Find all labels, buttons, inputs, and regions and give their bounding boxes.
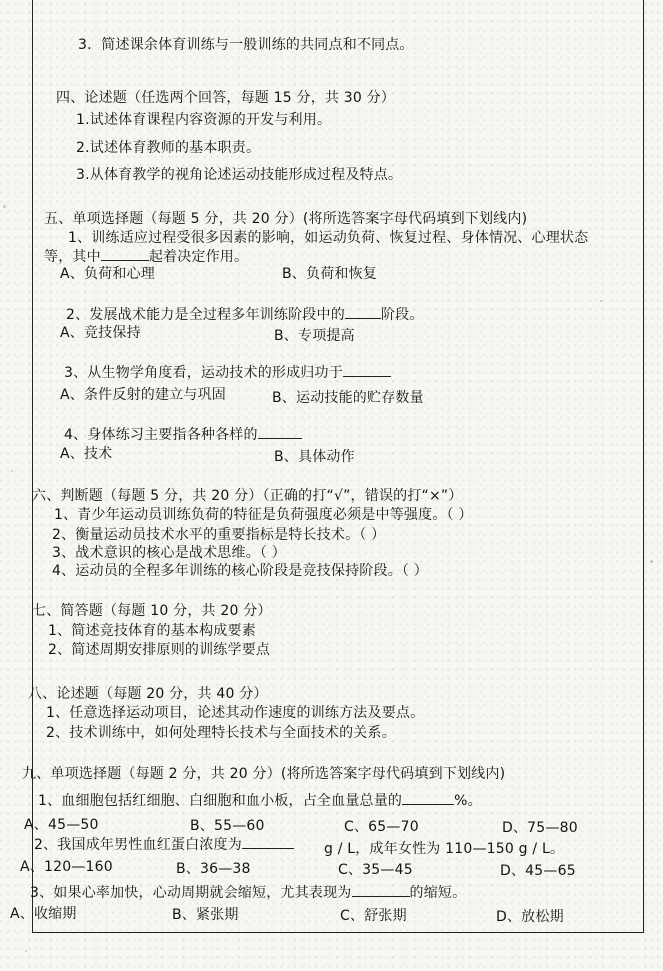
- scan-speck: [650, 560, 653, 563]
- answer-blank[interactable]: [101, 248, 149, 261]
- option-d: D、45—65: [500, 863, 576, 879]
- section-heading: 六、判断题（每题 5 分，共 20 分）（正确的打“√”，错误的打“×”）: [32, 488, 463, 504]
- option-a: A、负荷和心理: [60, 266, 155, 282]
- question-text: [66, 306, 424, 324]
- question-text: 2、技术训练中，如何处理特长技术与全面技术的关系。: [46, 725, 396, 741]
- question-text: 3．简述课余体育训练与一般训练的共同点和不同点。: [78, 37, 414, 53]
- question-text: 2、衡量运动员技术水平的重要指标是特长技术。（ ）: [52, 527, 386, 543]
- section-heading: 四、论述题（任选两个回答，每题 15 分，共 30 分）: [56, 90, 396, 106]
- section-heading: 五、单项选择题（每题 5 分，共 20 分）(将所选答案字母代码填到下划线内): [44, 211, 528, 227]
- option-a: A、收缩期: [10, 906, 77, 922]
- option-a: A、条件反射的建立与巩固: [60, 387, 226, 403]
- question-text: 1、青少年运动员训练负荷的特征是负荷强度必须是中等强度。（ ）: [54, 507, 473, 523]
- option-c: C、65—70: [344, 819, 419, 835]
- question-text-part: 阶段。: [380, 307, 424, 323]
- question-text: 3.从体育教学的视角论述运动技能形成过程及特点。: [76, 167, 403, 183]
- option-b: B、负荷和恢复: [282, 266, 378, 282]
- question-text: 1、任意选择运动项目，论述其动作速度的训练方法及要点。: [46, 705, 425, 721]
- option-b: B、运动技能的贮存数量: [272, 390, 424, 406]
- option-b: B、36—38: [176, 861, 251, 877]
- scan-speck: [600, 300, 602, 302]
- question-text: 1.试述体育课程内容资源的开发与利用。: [76, 112, 332, 128]
- scan-speck: [25, 950, 27, 952]
- option-a: A、120—160: [20, 859, 113, 875]
- question-text: 3、战术意识的核心是战术思维。（ ）: [52, 545, 286, 561]
- question-text: [34, 836, 294, 854]
- section-heading: 九、单项选择题（每题 2 分，共 20 分）(将所选答案字母代码填到下划线内): [22, 766, 506, 782]
- answer-blank[interactable]: [345, 306, 381, 319]
- question-text: [38, 792, 482, 810]
- option-b: B、紧张期: [172, 907, 239, 923]
- question-text-part: 3、从生物学角度看，运动技术的形成归功于: [64, 365, 343, 381]
- answer-blank[interactable]: [343, 364, 391, 377]
- answer-blank[interactable]: [258, 426, 302, 439]
- option-a: A、技术: [60, 446, 113, 462]
- question-text: [64, 364, 391, 382]
- question-text-part: %。: [454, 793, 482, 809]
- option-b: B、55—60: [190, 818, 265, 834]
- answer-blank[interactable]: [242, 836, 294, 849]
- option-d: D、75—80: [502, 820, 578, 836]
- question-text: [30, 884, 466, 902]
- question-text: [64, 426, 302, 444]
- question-text-part: 的缩短。: [409, 885, 467, 901]
- question-text-part: g / L，成年女性为 110—150 g / L。: [324, 841, 565, 857]
- option-b: B、专项提高: [274, 328, 355, 344]
- question-text: 2、简述周期安排原则的训练学要点: [48, 642, 271, 658]
- option-b: B、具体动作: [274, 449, 355, 465]
- question-text: 4、运动员的全程多年训练的核心阶段是竞技保持阶段。（ ）: [52, 563, 428, 579]
- question-text: 1、简述竞技体育的基本构成要素: [48, 623, 256, 639]
- question-text-part: 2、我国成年男性血红蛋白浓度为: [34, 837, 242, 853]
- question-text-part: 3、如果心率加快，心动周期就会缩短，尤其表现为: [30, 885, 352, 901]
- option-c: C、35—45: [338, 862, 413, 878]
- question-text-part: 1、血细胞包括红细胞、白细胞和血小板，占全血量总量的: [38, 793, 403, 809]
- option-c: C、舒张期: [340, 908, 407, 924]
- option-a: A、竞技保持: [60, 325, 141, 341]
- scan-speck: [3, 205, 6, 208]
- question-text: 1、训练适应过程受很多因素的影响，如运动负荷、恢复过程、身体情况、心理状态: [68, 230, 589, 246]
- question-text: 2.试述体育教师的基本职责。: [76, 140, 261, 156]
- question-text-part: 起着决定作用。: [148, 249, 249, 265]
- section-heading: 七、简答题（每题 10 分，共 20 分）: [32, 603, 272, 619]
- section-heading: 八、论述题（每题 20 分，共 40 分）: [28, 686, 268, 702]
- answer-blank[interactable]: [352, 884, 410, 897]
- option-d: D、放松期: [496, 909, 564, 925]
- question-text-part: 4、身体练习主要指各种各样的: [64, 427, 258, 443]
- question-text-part: 等，其中: [44, 249, 101, 265]
- question-text-part: 2、发展战术能力是全过程多年训练阶段中的: [66, 307, 345, 323]
- question-text: [44, 248, 248, 266]
- option-a: A、45—50: [24, 817, 99, 833]
- answer-blank[interactable]: [402, 792, 454, 805]
- scan-speck: [11, 470, 13, 472]
